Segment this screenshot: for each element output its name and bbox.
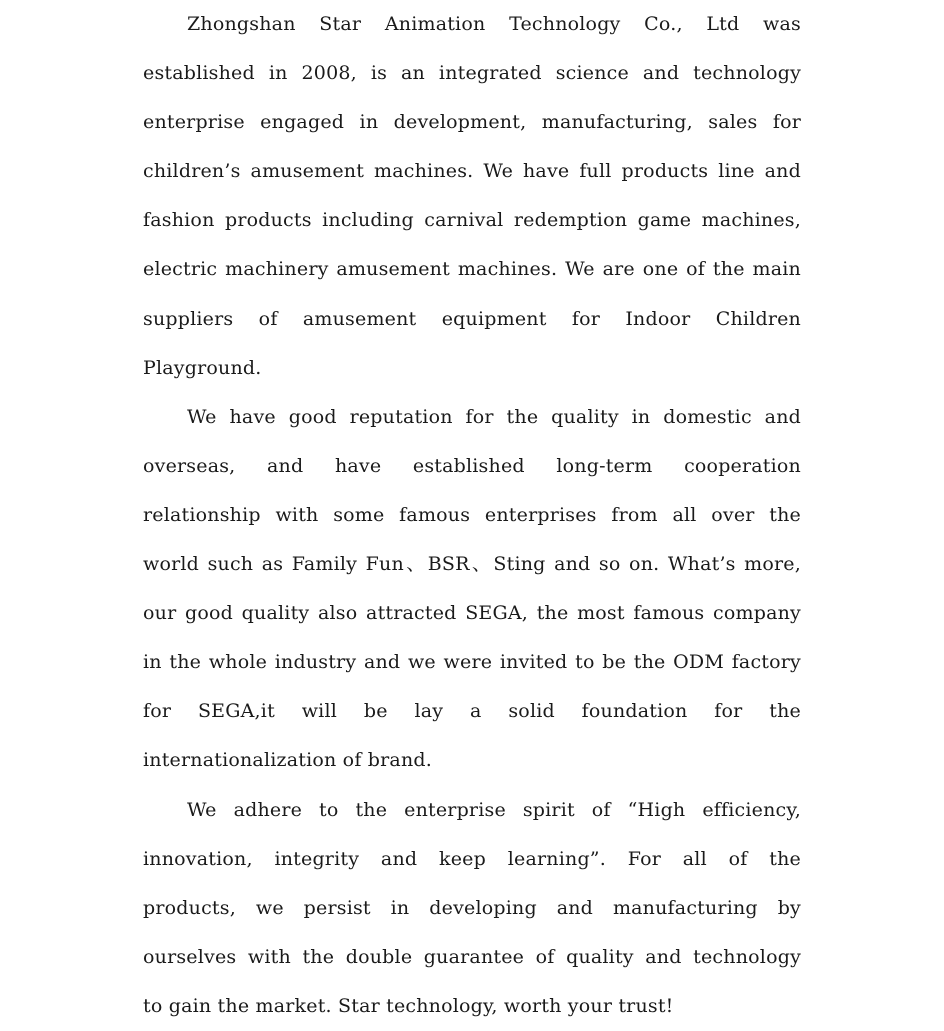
text-line: overseas, and have established long-term cooperation: [143, 454, 801, 477]
paragraph-enterprise-spirit: [143, 786, 801, 1031]
paragraph-company-intro: [143, 0, 801, 393]
text-line: established in 2008, is an integrated science and technology: [143, 62, 801, 85]
text-line: products, we persist in developing and manufacturing by: [143, 896, 801, 919]
text-line: relationship with some famous enterprises from all over the: [143, 503, 801, 526]
paragraph-reputation: [143, 393, 801, 786]
text-line: We have good reputation for the quality in domestic and: [187, 405, 801, 428]
text-line: in the whole industry and we were invited to be the ODM factory: [143, 651, 801, 674]
text-line: our good quality also attracted SEGA, the most famous company: [143, 602, 801, 625]
text-line: to gain the market. Star technology, worth your trust!: [143, 994, 674, 1017]
text-line: ourselves with the double guarantee of quality and technology: [143, 945, 801, 968]
text-line: suppliers of amusement equipment for Indoor Children: [143, 307, 801, 330]
text-line: world such as Family Fun、BSR、Sting and so on. What’s more,: [143, 553, 801, 576]
text-line: internationalization of brand.: [143, 749, 432, 772]
text-line: electric machinery amusement machines. We are one of the main: [143, 258, 801, 281]
text-line: for SEGA,it will be lay a solid foundation for the: [143, 700, 801, 723]
document-page: [143, 0, 801, 1031]
text-line: Playground.: [143, 356, 262, 379]
text-line: innovation, integrity and keep learning”. For all of the: [143, 847, 801, 870]
text-line: Zhongshan Star Animation Technology Co., Ltd was: [187, 13, 801, 35]
text-line: enterprise engaged in development, manufacturing, sales for: [143, 111, 801, 134]
text-line: fashion products including carnival redemption game machines,: [143, 209, 801, 232]
text-line: We adhere to the enterprise spirit of “High efficiency,: [187, 798, 801, 821]
text-line: children’s amusement machines. We have full products line and: [143, 160, 801, 183]
